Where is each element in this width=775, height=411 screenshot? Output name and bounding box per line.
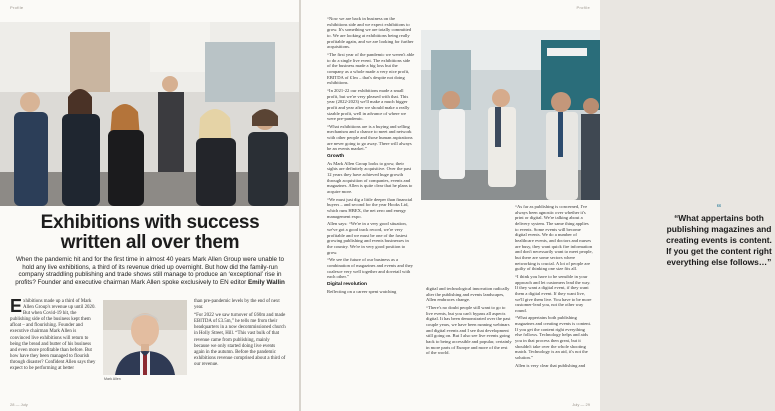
subheading-growth: Growth [327,154,345,160]
portrait-caption: Mark Allen [104,377,121,381]
right-column-2b [426,286,512,358]
right-col1-p3: “In 2021-22 our exhibitions made a small profit, but we're very pleased with that. This year (2022-2023) we'll make a much bigger profit and year after we should make a really sizable profit, well in advance of where we were pre-pandemic. [327,87,410,122]
right-col1-p7: Allen says: “We're in a very good situation, we've got a good track record, we're very profitable and we must be one of the fastest growing publishing and events businesses in the country. We're in very good position to grow. [327,221,409,255]
left-column-3 [194,299,286,370]
right-column-3 [515,204,593,370]
right-col3-p3: “What appertains both publishing magazines and creating events is content. If you get the content right everything else follows. Technology helps and aids you in that process then great, but it shouldn't take over the whole shooting match. Technology is an aid, it's not the solution.” [515,315,592,361]
right-col1-p2: “The first year of the pandemic we weren't able to do a single live event. The exhibitions side of the business made a big loss but the company as a whole made a very nice profit, EBITDA of £1m – that's despite not doing exhibitions. [327,51,415,86]
right-col1-p4: “What exhibitions are is a buying and selling mechanism and a chance to meet and network with other people and those human aspirations are never going to go away. There will always be an events market.” [327,123,413,152]
left-col3-p2: “For 2022 we saw turnover of £60m and made EBITDA of £3.5m,” he tells me from their headquarters in a now decommissioned church in Holly Street, Hill. “This vast bulk of that revenue came from publishing, mainly because we only started doing live events again in the autumn. Before the pandemic exhibitions revenue comprised about a third of our revenue. [194,313,286,367]
tradeshow-photo [421,30,600,200]
section-label-left: Profile [10,5,24,10]
quote-mark-icon: “ [716,203,722,214]
pull-quote-text: “What appertains both publishing magazines and creating events is content. If you get the content right everything else follows…” [666,213,772,267]
group-photo [0,22,299,206]
right-col3-p2: “I think you have to be sensible in your approach and let customers lead the way. If they want a digital event, if they want them a digital event. If they want live, we'll give them live. You have to be more customer-lead you, not the other way round. [515,273,592,313]
left-page [0,0,299,411]
drop-cap: E [10,296,23,316]
right-col1-p8: “We see the future of our business as a combination of magazines and events and they coalesce very well together and dovetail with each other.” [327,257,413,280]
standfirst-author: Emily Wallin [247,278,285,286]
right-col1-p5: As Mark Allen Group looks to grow, their sights are definitely acquisitive. Over the past 12 years they have achieved huge growth through acquisition of companies, events and magazines. Allen is quite clear that he plans to acquire more. [327,160,413,195]
page-number-left: 28 — July [10,402,28,407]
right-col1-p9: Reflecting on a career spent watching [327,288,397,294]
right-col2-p1: digital and technological innovation radically alter the publishing and events landscapes, Allen embraces change. [426,286,510,303]
standfirst [10,256,290,286]
right-col2-p2: “There's no doubt people still want to go to live events, but you can't bypass all aspects digital. It has been demonstrated over the past couple years, we have been running webinars and digital events and I see that development still going on. But I also see live events going back to being accessible and popular, certainly in more parts of Europe and more of the rest of the world. [426,304,512,356]
portrait-photo [103,300,187,375]
subheading-digital: Digital revolution [327,281,367,287]
right-col1-p1: “Now we are back in business on the exhibitions side and we expect exhibitions to grow. It's something we are totally committed to. We are looking at exhibitions being really profitable again, and we are looking for further acquisitions. [327,16,414,50]
standfirst-text: When the pandemic hit and for the first time in almost 40 years Mark Allen Group were unable to hold any live exhibitions, a third of its revenue dried up overnight. But how did the family-run company straddling publishing and trade shows still manage to produce an ‘exceptional’ rise in profits? Founder and executive chairman Mark Allen spoke exclusively to EN editor [15,256,285,286]
section-label-right: Profile [576,5,590,10]
right-col3-p4: Allen is very clear that publishing and [515,362,586,368]
page-number-right: July — 29 [572,402,590,407]
left-col3-p1: than pre-pandemic levels by the end of next year. [194,299,280,311]
pull-quote [663,205,775,268]
left-column-1 [10,296,96,374]
article-headline: Exhibitions with success written all over them [40,212,260,253]
right-col1-p6: “We must just dig a little deeper than financial buyers – and second for the year Hooks Ltd, which runs HBEX, the net zero and energy management expo. [327,196,413,219]
right-column-1 [327,16,415,296]
right-page [301,0,772,411]
left-col1-p1: xhibitions made up a third of Mark Allen Group's revenue up until 2020. But when Covid-19 hit, the publishing side of the business kept them afloat – and flourishing. Founder and executive chairman Mark Allen is convinced live exhibitions will return to being the bread and butter of his business and even more profitable than before. But how have they been managed to flourish through disaster? Confident Allen says they expect to be performing at better [10,299,96,372]
right-col3-p1: “As far as publishing is concerned, I've always been agnostic over whether it's print or digital. We're talking about a delivery system. The same thing applies to events. Some events will become digital events. We do a number of healthcare events, and doctors and nurses are busy, they want quick fire information and don't necessarily want to meet people, but there are some sectors where networking is crucial. A lot of people are guilty of thinking one size fits all. [515,204,593,272]
